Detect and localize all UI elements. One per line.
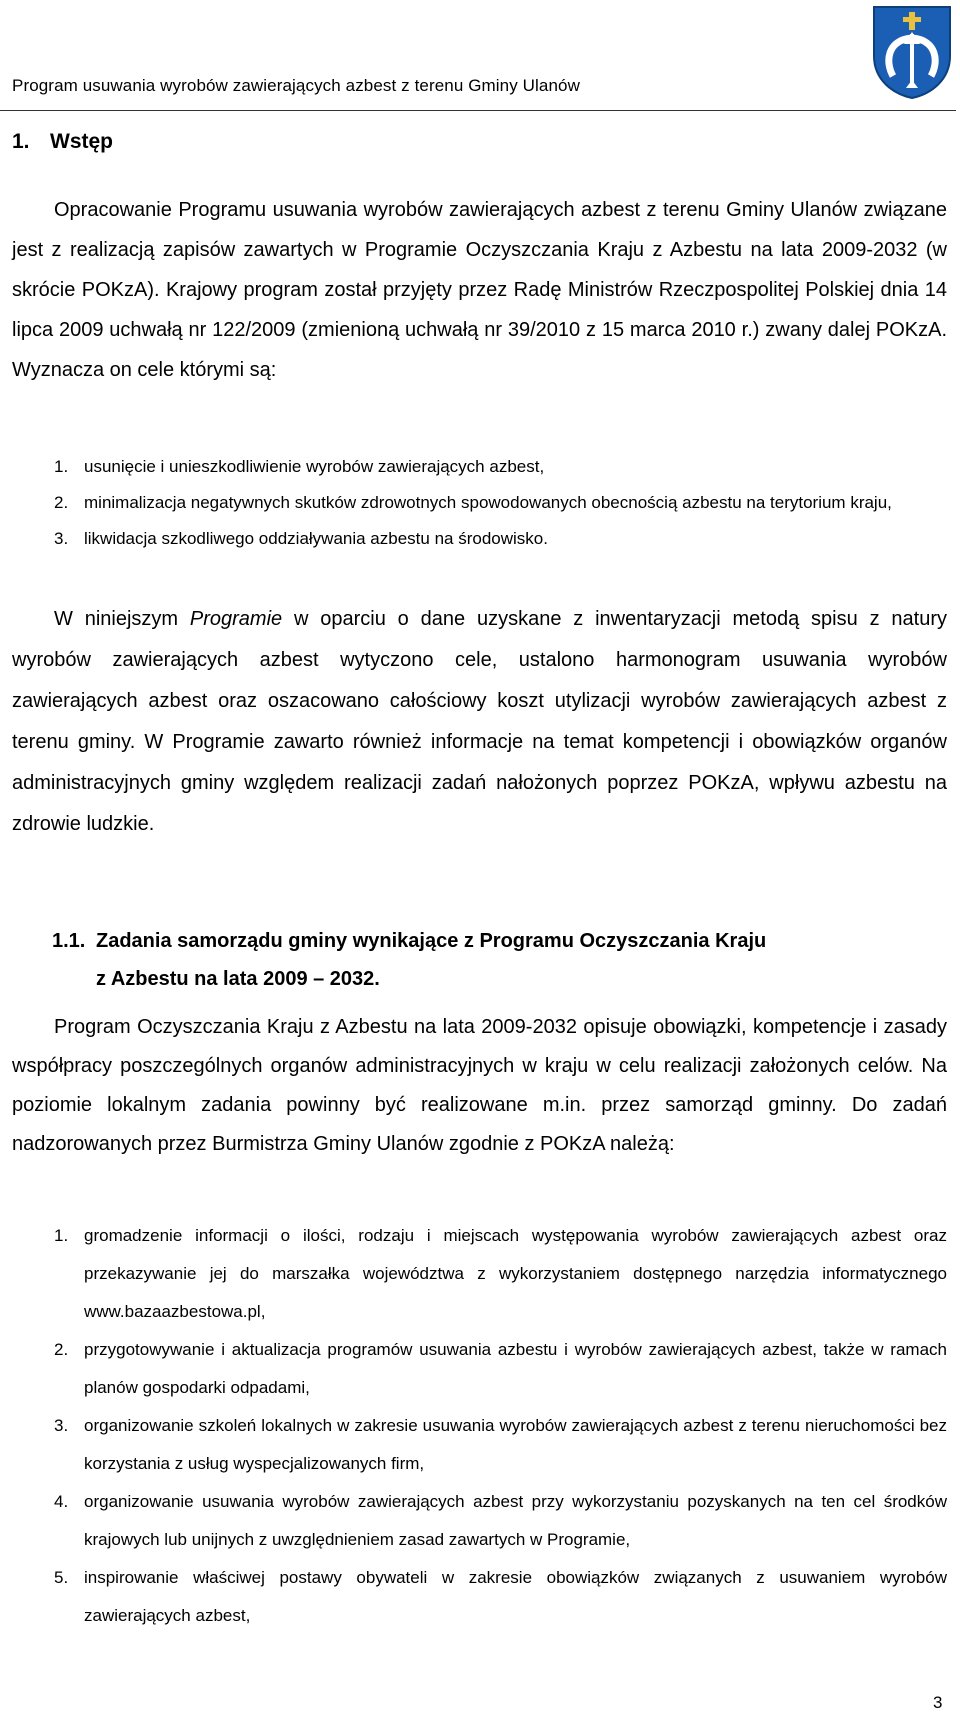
page-header (0, 0, 956, 111)
section-number: 1. (12, 130, 30, 153)
intro-paragraph: Opracowanie Programu usuwania wyrobów zawierających azbest z terenu Gminy Ulanów związane jest z realizacją zapisów zawartych w Programie Oczyszczania Kraju z Azbestu na lata 2009-2032 (w skrócie POKzA). Krajowy program został przyjęty przez Radę Ministrów Rzeczpospolitej Polskiej dnia 14 lipca 2009 uchwałą nr 122/2009 (zmienioną uchwałą nr 39/2010 z 15 marca 2010 r.) zwany dalej POKzA. Wyznacza on cele którymi są: (12, 199, 947, 381)
list-item: 2. minimalizacja negatywnych skutków zdrowotnych spowodowanych obecnością azbestu na terytorium kraju, (54, 493, 892, 512)
list-item: 2. przygotowywanie i aktualizacja programów usuwania azbestu i wyrobów zawierających azbest, także w ramach planów gospodarki odpadami, (54, 1340, 947, 1397)
section-heading (12, 130, 113, 154)
list-item: 4. organizowanie usuwania wyrobów zawierających azbest przy wykorzystaniu pozyskanych na ten cel środków krajowych lub unijnych z uwzględnieniem zasad zawartych w Programie, (54, 1492, 947, 1549)
header-title: Program usuwania wyrobów zawierających azbest z terenu Gminy Ulanów (12, 76, 580, 95)
list-item: 1. usunięcie i unieszkodliwienie wyrobów zawierających azbest, (54, 457, 545, 476)
program-paragraph: W niniejszym Programie w oparciu o dane uzyskane z inwentaryzacji metodą spisu z natury wyrobów zawierających azbest wytyczono cele, ustalono harmonogram usuwania wyrobów zawierających azbest oraz oszacowano całościowy koszt utylizacji wyrobów zawierających azbest z terenu gminy. W Programie zawarto również informacje na temat kompetencji i obowiązków organów administracyjnych gminy względem realizacji zadań nałożonych poprzez POKzA, wpływu azbestu na zdrowie ludzkie. (12, 608, 947, 835)
list-item: 3. likwidacja szkodliwego oddziaływania azbestu na środowisko. (54, 529, 548, 548)
list-item: 3. organizowanie szkoleń lokalnych w zakresie usuwania wyrobów zawierających azbest z terenu nieruchomości bez korzystania z usług wyspecjalizowanych firm, (54, 1416, 947, 1473)
page-number: 3 (933, 1693, 943, 1712)
list-item: 5. inspirowanie właściwej postawy obywateli w zakresie obowiązków związanych z usuwaniem wyrobów zawierających azbest, (54, 1568, 947, 1625)
coat-of-arms-icon (871, 4, 953, 100)
section-title: Wstęp (50, 130, 113, 153)
tasks-list (12, 1217, 947, 1635)
subsection-heading (52, 922, 766, 998)
subsection-title-line2: z Azbestu na lata 2009 – 2032. (96, 968, 380, 990)
subsection-number: 1.1. (52, 930, 86, 952)
subsection-title-line1: Zadania samorządu gminy wynikające z Programu Oczyszczania Kraju (96, 930, 767, 952)
goals-list (12, 449, 947, 557)
list-item: 1. gromadzenie informacji o ilości, rodzaju i miejscach występowania wyrobów zawierających azbest oraz przekazywanie jej do marszałka województwa z wykorzystaniem dostępnego narzędzia informatycznego www.bazaazbestowa.pl, (54, 1226, 947, 1321)
tasks-intro-paragraph: Program Oczyszczania Kraju z Azbestu na lata 2009-2032 opisuje obowiązki, kompetencje i zasady współpracy poszczególnych organów administracyjnych w kraju w celu realizacji założonych celów. Na poziomie lokalnym zadania powinny być realizowane m.in. przez samorząd gminny. Do zadań nadzorowanych przez Burmistrza Gminy Ulanów zgodnie z POKzA należą: (12, 1016, 947, 1155)
